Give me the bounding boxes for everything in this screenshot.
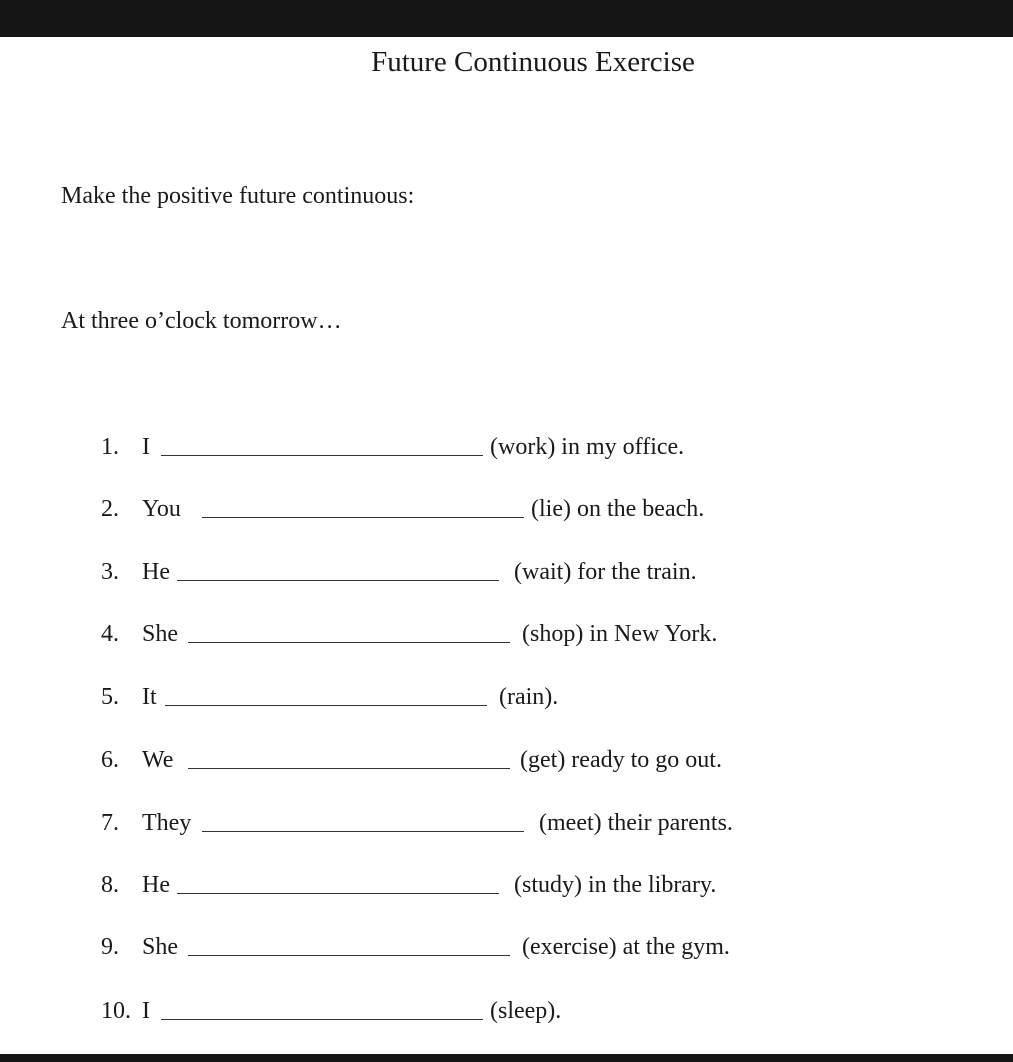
item-number: 8.	[101, 872, 119, 898]
item-verb-cue: (exercise) at the gym.	[522, 934, 730, 960]
item-verb-cue: (study) in the library.	[514, 872, 717, 898]
exercise-item-8	[101, 868, 801, 902]
answer-blank[interactable]	[188, 768, 510, 769]
item-subject: He	[142, 559, 170, 585]
answer-blank[interactable]	[202, 831, 524, 832]
answer-blank[interactable]	[161, 1019, 483, 1020]
exercise-item-6	[101, 743, 801, 777]
item-number: 4.	[101, 621, 119, 647]
top-dark-bar	[0, 0, 1013, 37]
exercise-item-5	[101, 680, 801, 714]
item-number: 7.	[101, 810, 119, 836]
exercise-item-10	[101, 994, 801, 1028]
exercise-item-2	[101, 492, 801, 526]
item-verb-cue: (shop) in New York.	[522, 621, 718, 647]
item-subject: He	[142, 872, 170, 898]
exercise-item-7	[101, 806, 801, 840]
answer-blank[interactable]	[165, 705, 487, 706]
item-subject: You	[142, 496, 181, 522]
answer-blank[interactable]	[177, 580, 499, 581]
item-subject: It	[142, 684, 157, 710]
exercise-item-1	[101, 430, 801, 464]
item-verb-cue: (meet) their parents.	[539, 810, 733, 836]
answer-blank[interactable]	[202, 517, 524, 518]
exercise-item-4	[101, 617, 801, 651]
instruction-text: Make the positive future continuous:	[61, 183, 415, 209]
answer-blank[interactable]	[161, 455, 483, 456]
worksheet-title: Future Continuous Exercise	[371, 46, 695, 78]
item-number: 9.	[101, 934, 119, 960]
item-verb-cue: (sleep).	[490, 998, 562, 1024]
item-verb-cue: (rain).	[499, 684, 559, 710]
exercise-item-9	[101, 930, 801, 964]
item-subject: We	[142, 747, 174, 773]
item-verb-cue: (lie) on the beach.	[531, 496, 705, 522]
item-number: 5.	[101, 684, 119, 710]
item-number: 1.	[101, 434, 119, 460]
item-subject: She	[142, 934, 178, 960]
item-number: 3.	[101, 559, 119, 585]
answer-blank[interactable]	[188, 955, 510, 956]
item-subject: She	[142, 621, 178, 647]
context-text: At three o’clock tomorrow…	[61, 308, 342, 334]
item-verb-cue: (wait) for the train.	[514, 559, 697, 585]
answer-blank[interactable]	[188, 642, 510, 643]
item-number: 10.	[101, 998, 131, 1024]
item-subject: I	[142, 998, 150, 1024]
item-verb-cue: (get) ready to go out.	[520, 747, 722, 773]
item-subject: I	[142, 434, 150, 460]
item-number: 2.	[101, 496, 119, 522]
item-verb-cue: (work) in my office.	[490, 434, 685, 460]
bottom-dark-bar	[0, 1054, 1013, 1062]
item-number: 6.	[101, 747, 119, 773]
item-subject: They	[142, 810, 192, 836]
answer-blank[interactable]	[177, 893, 499, 894]
exercise-item-3	[101, 555, 801, 589]
